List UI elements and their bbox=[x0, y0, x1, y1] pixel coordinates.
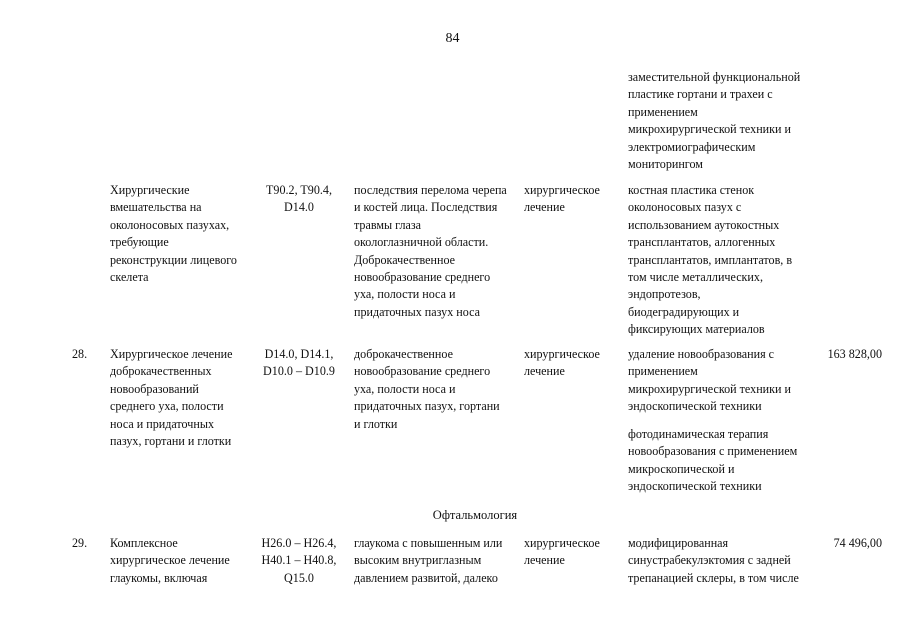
cell-line: реконструкции лицевого bbox=[110, 252, 237, 267]
cell-line: Q15.0 bbox=[284, 570, 314, 585]
cell-line: H40.1 – H40.8, bbox=[261, 553, 337, 568]
cell-line: Доброкачественное bbox=[354, 252, 456, 267]
cell-line: заместительной функциональной bbox=[628, 70, 801, 84]
diagnosis-cell bbox=[354, 182, 507, 321]
cell-line: скелета bbox=[110, 270, 149, 285]
cell-line: новообразование среднего bbox=[354, 270, 491, 285]
cell-line: носа и придаточных bbox=[110, 416, 215, 431]
cell-line: лечение bbox=[524, 200, 565, 215]
cell-line: модифицированная bbox=[628, 536, 729, 550]
cell-line: T90.2, T90.4, bbox=[266, 183, 332, 197]
treatment-cell bbox=[524, 182, 600, 217]
codes-cell bbox=[258, 346, 340, 381]
codes-cell bbox=[252, 535, 346, 587]
cell-line: уха, полости носа и bbox=[354, 287, 456, 302]
cell-line: лечение bbox=[524, 364, 565, 379]
cell-line: эндоскопической техники bbox=[628, 399, 762, 414]
cell-line: эндоскопической техники bbox=[628, 479, 762, 494]
cell-line: доброкачественное bbox=[354, 347, 453, 361]
cell-line: использованием аутокостных bbox=[628, 217, 780, 232]
cell-line: D14.0 bbox=[284, 200, 314, 215]
section-title: Офтальмология bbox=[432, 508, 518, 522]
treatment-cell bbox=[524, 346, 600, 381]
cell-line: трансплантатов, имплантатов, в bbox=[628, 252, 793, 267]
cell-line: Хирургические bbox=[110, 183, 190, 197]
cell-line: требующие bbox=[110, 235, 169, 250]
cell-line: фотодинамическая терапия bbox=[628, 427, 769, 441]
cell-line: фиксирующих материалов bbox=[628, 322, 765, 337]
row-number: 29. bbox=[72, 536, 88, 550]
cell-line: применением bbox=[628, 364, 698, 379]
group-cell bbox=[110, 182, 237, 286]
cell-line: мониторингом bbox=[628, 157, 703, 172]
cell-line: трепанацией склеры, в том числе bbox=[628, 570, 799, 585]
price-cell: 74 496,00 bbox=[833, 536, 882, 550]
group-cell bbox=[110, 535, 230, 587]
cell-line: синустрабекулэктомия с задней bbox=[628, 553, 791, 568]
method-cell bbox=[628, 346, 791, 416]
cell-line: и костей лица. Последствия bbox=[354, 200, 498, 215]
cell-line: околоносовых пазухах, bbox=[110, 217, 230, 232]
cell-line: околоносовых пазух с bbox=[628, 200, 742, 215]
diagnosis-cell bbox=[354, 346, 500, 433]
cell-line: Комплексное bbox=[110, 536, 178, 550]
cell-line: микрохирургической техники и bbox=[628, 122, 791, 137]
codes-cell bbox=[258, 182, 340, 217]
cell-line: костная пластика стенок bbox=[628, 183, 755, 197]
method-cell bbox=[628, 69, 800, 173]
cell-line: хирургическое bbox=[524, 347, 600, 361]
page-number: 84 bbox=[445, 31, 460, 46]
cell-line: последствия перелома черепа bbox=[354, 183, 507, 197]
cell-line: хирургическое bbox=[524, 183, 600, 197]
cell-line: придаточных пазух носа bbox=[354, 304, 480, 319]
cell-line: Хирургическое лечение bbox=[110, 347, 233, 361]
cell-line: доброкачественных bbox=[110, 364, 212, 379]
cell-line: пластике гортани и трахеи с bbox=[628, 87, 773, 102]
cell-line: H26.0 – H26.4, bbox=[261, 536, 337, 550]
cell-line: D14.0, D14.1, bbox=[264, 347, 334, 361]
cell-line: D10.0 – D10.9 bbox=[263, 364, 335, 379]
cell-line: травмы глаза bbox=[354, 217, 422, 232]
cell-line: пазух, гортани и глотки bbox=[110, 434, 232, 449]
method-cell bbox=[628, 182, 792, 339]
cell-line: глаукомы, включая bbox=[110, 570, 208, 585]
cell-line: хирургическое лечение bbox=[110, 553, 230, 568]
cell-line: глаукома с повышенным или bbox=[354, 536, 503, 550]
method-cell bbox=[628, 535, 799, 587]
treatment-cell bbox=[524, 535, 600, 570]
cell-line: уха, полости носа и bbox=[354, 381, 456, 396]
cell-line: придаточных пазух, гортани bbox=[354, 399, 500, 414]
cell-line: окологлазничной области. bbox=[354, 235, 489, 250]
cell-line: трансплантатов, аллогенных bbox=[628, 235, 776, 250]
cell-line: лечение bbox=[524, 553, 565, 568]
method-cell bbox=[628, 426, 797, 496]
cell-line: электромиографическим bbox=[628, 139, 756, 154]
cell-line: давлением развитой, далеко bbox=[354, 570, 498, 585]
cell-line: биодеградирующих и bbox=[628, 304, 740, 319]
diagnosis-cell bbox=[354, 535, 502, 587]
cell-line: том числе металлических, bbox=[628, 270, 763, 285]
cell-line: вмешательства на bbox=[110, 200, 202, 215]
cell-line: новообразования с применением bbox=[628, 444, 798, 459]
cell-line: высоким внутриглазным bbox=[354, 553, 482, 568]
cell-line: и глотки bbox=[354, 416, 398, 431]
cell-line: микрохирургической техники и bbox=[628, 381, 791, 396]
price-cell: 163 828,00 bbox=[827, 347, 882, 361]
cell-line: новообразований bbox=[110, 381, 199, 396]
group-cell bbox=[110, 346, 232, 450]
cell-line: новообразование среднего bbox=[354, 364, 491, 379]
cell-line: удаление новообразования с bbox=[628, 347, 775, 361]
cell-line: применением bbox=[628, 104, 698, 119]
cell-line: эндопротезов, bbox=[628, 287, 701, 302]
cell-line: среднего уха, полости bbox=[110, 399, 224, 414]
row-number: 28. bbox=[72, 347, 88, 361]
cell-line: микроскопической и bbox=[628, 461, 735, 476]
cell-line: хирургическое bbox=[524, 536, 600, 550]
